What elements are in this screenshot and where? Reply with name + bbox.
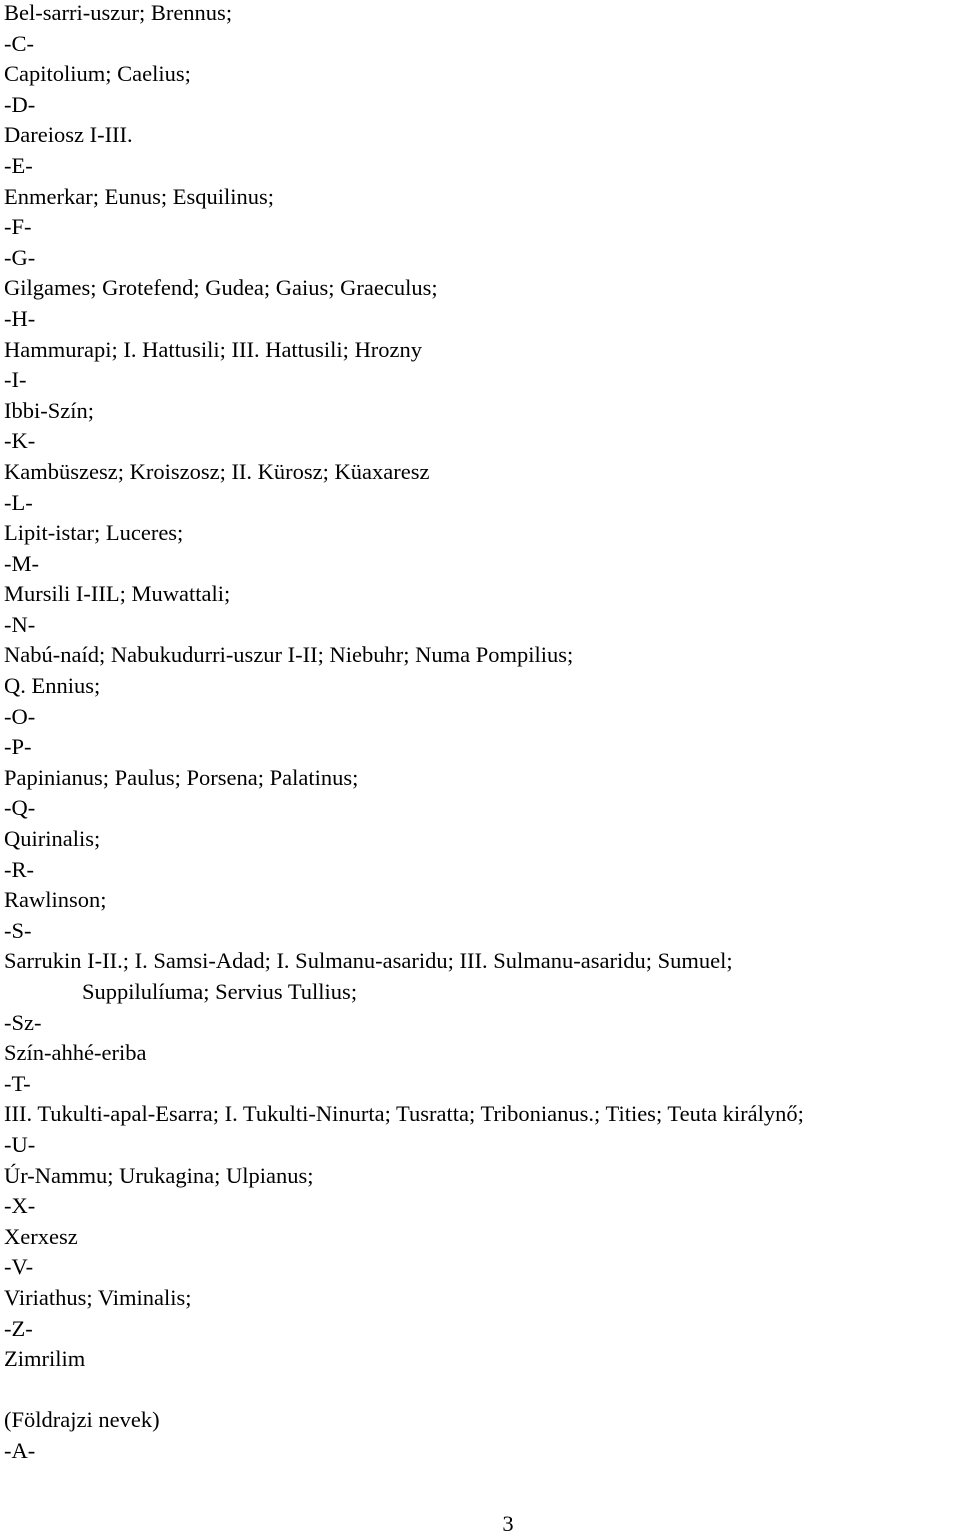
letter-heading-d: -D- xyxy=(4,91,36,117)
letter-heading-z: -Z- xyxy=(4,1315,33,1341)
index-entry-l: Lipit-istar; Luceres; xyxy=(4,520,184,546)
index-entry-x: Xerxesz xyxy=(4,1223,78,1249)
letter-heading-x: -X- xyxy=(4,1193,36,1219)
letter-heading-t: -T- xyxy=(4,1070,31,1096)
page-number: 3 xyxy=(502,1511,514,1536)
index-entry-c: Capitolium; Caelius; xyxy=(4,61,191,87)
index-entry-e: Enmerkar; Eunus; Esquilinus; xyxy=(4,183,274,209)
letter-heading-s: -S- xyxy=(4,917,32,943)
index-entry-z: Zimrilim xyxy=(4,1346,86,1372)
letter-heading-e: -E- xyxy=(4,152,33,178)
index-entry-n-continued: Q. Ennius; xyxy=(4,673,101,699)
letter-heading-l: -L- xyxy=(4,489,33,515)
index-entry-p: Papinianus; Paulus; Porsena; Palatinus; xyxy=(4,764,359,790)
index-entry-r: Rawlinson; xyxy=(4,887,107,913)
section-heading-geographic-names: (Földrajzi nevek) xyxy=(4,1407,160,1433)
index-entry-q: Quirinalis; xyxy=(4,826,101,852)
letter-heading-o: -O- xyxy=(4,703,36,729)
index-entry-m: Mursili I-IIL; Muwattali; xyxy=(4,581,231,607)
index-entry-s-continued: Suppilulíuma; Servius Tullius; xyxy=(82,979,358,1004)
letter-heading-h: -H- xyxy=(4,305,36,331)
index-entry-sz: Szín-ahhé-eriba xyxy=(4,1040,147,1066)
letter-heading-c: -C- xyxy=(4,30,34,56)
name-index-list xyxy=(4,0,956,1467)
index-entry-h: Hammurapi; I. Hattusili; III. Hattusili; Hrozny xyxy=(4,336,423,362)
blank-line xyxy=(4,1375,956,1406)
letter-heading-u: -U- xyxy=(4,1131,36,1157)
letter-heading-f: -F- xyxy=(4,214,32,240)
index-entry-s: Sarrukin I-II.; I. Samsi-Adad; I. Sulmanu-asaridu; III. Sulmanu-asaridu; Sumuel; xyxy=(4,948,733,974)
letter-heading-m: -M- xyxy=(4,550,39,576)
index-entry-t: III. Tukulti-apal-Esarra; I. Tukulti-Ninurta; Tusratta; Tribonianus.; Tities; Teuta királynő; xyxy=(4,1101,804,1127)
index-entry-b: Bel-sarri-uszur; Brennus; xyxy=(4,0,233,25)
index-entry-i: Ibbi-Szín; xyxy=(4,397,94,423)
letter-heading-sz: -Sz- xyxy=(4,1009,42,1035)
letter-heading-i: -I- xyxy=(4,367,27,393)
letter-heading-q: -Q- xyxy=(4,795,36,821)
letter-heading-a: -A- xyxy=(4,1437,36,1463)
index-entry-k: Kambüszesz; Kroiszosz; II. Kürosz; Küaxaresz xyxy=(4,458,430,484)
letter-heading-n: -N- xyxy=(4,611,36,637)
letter-heading-p: -P- xyxy=(4,734,32,760)
index-entry-d: Dareiosz I-III. xyxy=(4,122,133,148)
index-entry-g: Gilgames; Grotefend; Gudea; Gaius; Graeculus; xyxy=(4,275,438,301)
letter-heading-v: -V- xyxy=(4,1254,34,1280)
letter-heading-k: -K- xyxy=(4,428,36,454)
index-entry-n: Nabú-naíd; Nabukudurri-uszur I-II; Niebuhr; Numa Pompilius; xyxy=(4,642,574,668)
letter-heading-r: -R- xyxy=(4,856,34,882)
letter-heading-g: -G- xyxy=(4,244,36,270)
index-entry-u: Úr-Nammu; Urukagina; Ulpianus; xyxy=(4,1162,314,1188)
index-entry-v: Viriathus; Viminalis; xyxy=(4,1284,192,1310)
